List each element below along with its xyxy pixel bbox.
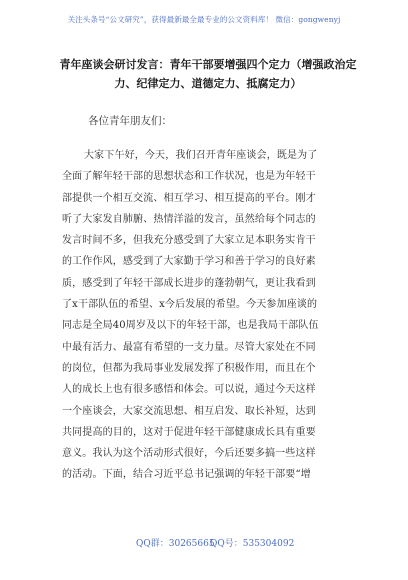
- body-line: 大家下午好，今天，我们召开青年座谈会，既是为了: [84, 150, 318, 161]
- document-title: 青年座谈会研讨发言：青年干部要增强四个定力（增强政治定力、纪律定力、道德定力、抵腐定力）: [59, 58, 357, 90]
- banner-text: 关注头条号“公文研究”，获得最新最全最专业的公文资料库！ 微信：gongwenyj: [67, 15, 341, 24]
- body-line: 共同提高的目的，这对于促进年轻干部健康成长具有重要: [62, 426, 316, 438]
- body-line: 质，感受到了年轻干部成长进步的蓬勃朝气，更让我看到: [62, 277, 316, 289]
- body-line: 听了大家发自肺腑、热情洋溢的发言，虽然给每个同志的: [62, 213, 316, 225]
- body-line: 意义。我认为这个活动形式很好，今后还要多搞一些这样: [62, 448, 316, 460]
- body-line: 的岗位，但都为我局事业发展发挥了积极作用，而且在个: [62, 362, 316, 374]
- body-line: 全面了解年轻干部的思想状态和工作状况，也是为年轻干: [62, 171, 316, 183]
- footer-qq-number: QQ号：535304092: [210, 539, 295, 549]
- footer: [0, 536, 408, 556]
- footer-qq-group: QQ群：30265665: [136, 539, 215, 549]
- greeting: 各位青年朋友们：: [88, 115, 172, 127]
- body-line: 部提供一个相互交流、相互学习、相互提高的平台。刚才: [62, 192, 316, 204]
- body-line: 了x干部队伍的希望、x今后发展的希望。今天参加座谈的: [62, 299, 318, 311]
- body-paragraph: [62, 145, 344, 486]
- body-line: 的工作作风，感受到了大家勤于学习和善于学习的良好素: [62, 256, 316, 268]
- body-line: 人的成长上也有很多感悟和体会。可以说，通过今天这样: [62, 384, 316, 396]
- body-line: 中最有活力、最富有希望的一支力量。尽管大家处在不同: [62, 341, 316, 353]
- body-line: 发言时间不多，但我充分感受到了大家立足本职务实肯干: [62, 235, 316, 247]
- header-banner: [0, 0, 408, 40]
- body-line: 的活动。下面，结合习近平总书记强调的年轻干部要“增: [62, 469, 311, 481]
- body-line: 一个座谈会，大家交流思想、相互启发、取长补短，达到: [62, 405, 316, 417]
- body-line: 同志是全局40周岁及以下的年轻干部，也是我局干部队伍: [62, 320, 319, 332]
